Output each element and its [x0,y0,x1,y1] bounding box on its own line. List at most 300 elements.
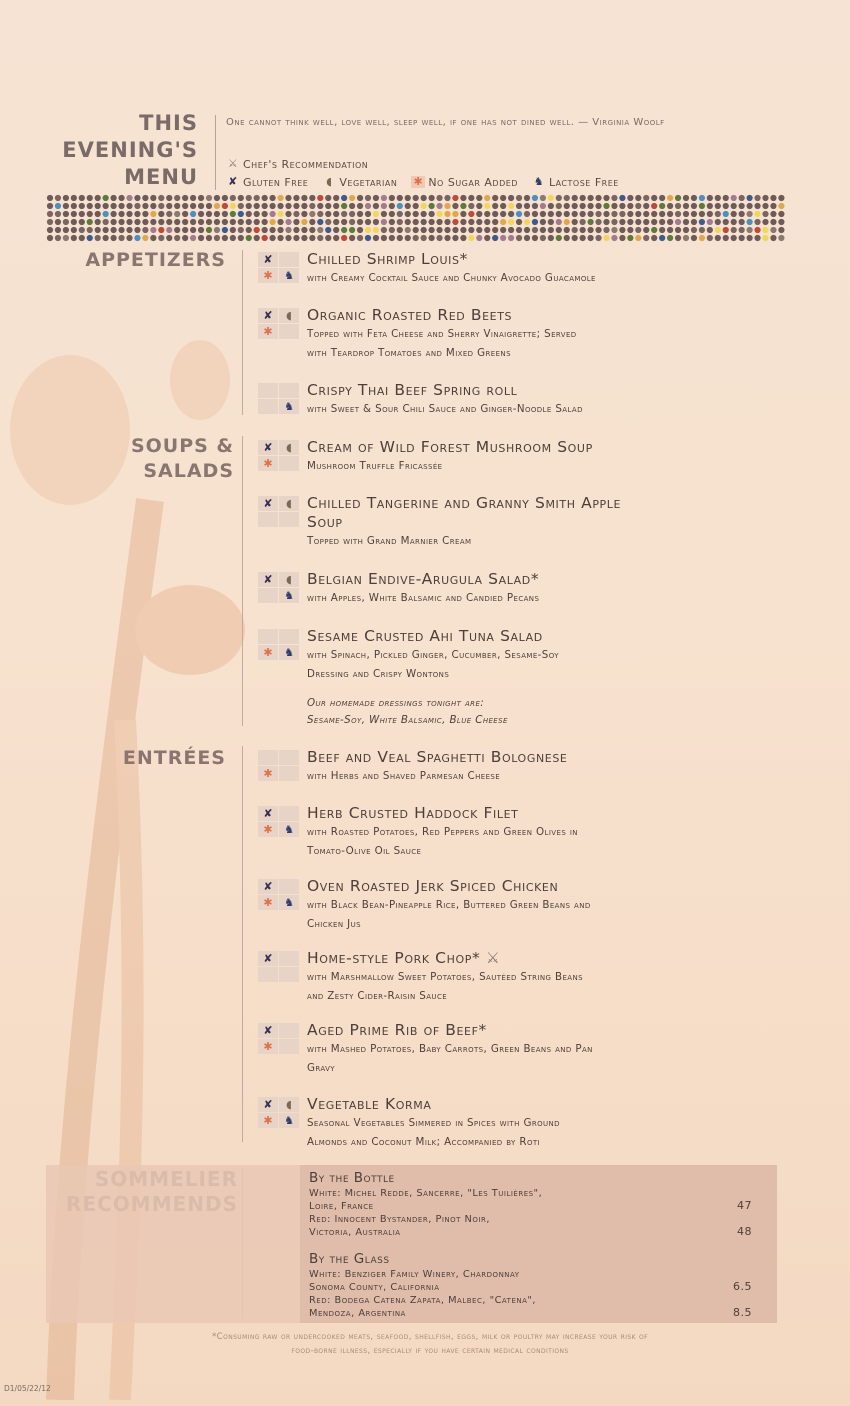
decor-dot [214,195,220,201]
decor-dot [238,235,244,241]
decor-dot [111,203,117,209]
decor-dot [659,227,665,233]
decor-dot [707,219,713,225]
decor-dot [492,211,498,217]
decor-dot [71,211,77,217]
decor-dot [222,227,228,233]
decor-dot [349,219,355,225]
decor-dot [500,235,506,241]
decor-dot [452,203,458,209]
dish-description: Dressing and Crispy Wontons [307,668,450,680]
decor-dot [683,203,689,209]
decor-dot [532,219,538,225]
diet-icons [258,252,300,282]
decor-dot [723,227,729,233]
dish-name: Belgian Endive-Arugula Salad* [307,570,540,588]
decor-dot [476,211,482,217]
empty-icon-slot [258,750,278,765]
decor-dot [731,235,737,241]
menu-item [258,627,758,684]
decor-dot [635,235,641,241]
decor-dot [103,203,109,209]
decor-dot [126,227,132,233]
decor-dot [55,219,61,225]
wine-price: 47 [737,1199,752,1212]
decor-dot [508,235,514,241]
decor-dot [731,195,737,201]
decor-dot [365,219,371,225]
decor-dot [126,195,132,201]
diet-icons [258,572,300,602]
decor-dot [452,235,458,241]
dish-description: Seasonal Vegetables Simmered in Spices with Ground [307,1117,560,1129]
decor-dot [564,203,570,209]
decor-dot [444,227,450,233]
no-sugar-icon: ✱ [258,1113,278,1128]
wine-price: 8.5 [733,1306,752,1319]
decor-dot [71,235,77,241]
dish-name: Vegetable Korma [307,1095,432,1113]
decor-dot [357,219,363,225]
decor-dot [381,195,387,201]
decor-dot [47,219,53,225]
decor-dot [532,195,538,201]
decor-dot [572,195,578,201]
diet-icons [258,1097,300,1127]
decor-dot [277,235,283,241]
cow-icon: ♞ [279,268,299,283]
decor-dot [691,219,697,225]
decor-dot [246,235,252,241]
dish-name: Chilled Tangerine and Granny Smith Apple [307,494,622,512]
decor-dot [691,195,697,201]
menu-item [258,306,758,363]
decor-dot [198,227,204,233]
decor-dot [436,195,442,201]
decor-dot [747,195,753,201]
empty-icon-slot [258,588,278,603]
decor-dot [651,219,657,225]
decor-dot [460,219,466,225]
decor-dot [532,203,538,209]
decor-dot [731,227,737,233]
decor-dot [731,219,737,225]
decor-dot [643,235,649,241]
decor-dot [349,195,355,201]
decor-dot [540,219,546,225]
decor-dot [723,203,729,209]
decor-dot [747,211,753,217]
decor-dot [230,219,236,225]
gluten-free-icon: ✘ [258,1097,278,1112]
decor-dot [405,227,411,233]
section-divider [242,436,243,726]
empty-icon-slot [279,1039,299,1054]
decor-dot [540,211,546,217]
decor-dot [762,227,768,233]
cow-icon: ♞ [279,645,299,660]
decor-dot [293,219,299,225]
decor-dot [460,195,466,201]
decor-dot [770,235,776,241]
section-appetizers: APPETIZERS [85,249,226,271]
decor-dot [643,211,649,217]
decor-dot [564,211,570,217]
wine-line: Mendoza, Argentina [309,1308,406,1319]
decor-dot [643,219,649,225]
decor-dot [754,227,760,233]
decor-dot [389,235,395,241]
decor-dot [595,211,601,217]
dish-description: with Black Bean-Pineapple Rice, Buttered Green Beans and [307,899,591,911]
decor-dot [87,195,93,201]
decor-dot [317,211,323,217]
decor-dot [71,195,77,201]
cow-icon: ♞ [279,399,299,414]
decor-dot [397,219,403,225]
decor-dot [762,195,768,201]
decor-dot [603,203,609,209]
decor-dot [747,203,753,209]
decor-dot [118,211,124,217]
decor-dot [476,227,482,233]
diet-icons [258,496,300,526]
decor-dot [667,235,673,241]
gluten-free-icon: ✘ [258,496,278,511]
decor-dot [373,235,379,241]
decor-dot [699,219,705,225]
decor-dot [778,235,784,241]
decor-dot [627,219,633,225]
decor-dot [413,203,419,209]
decor-dot [452,195,458,201]
print-code: D1/05/22/12 [4,1384,51,1393]
decor-dot [580,211,586,217]
empty-icon-slot [258,629,278,644]
decor-dot [174,195,180,201]
decor-dot [516,203,522,209]
decor-dot [87,203,93,209]
decor-dot [524,219,530,225]
empty-icon-slot [279,750,299,765]
decor-dot [468,227,474,233]
decor-dot [675,219,681,225]
decor-dot [532,227,538,233]
decor-dot [770,203,776,209]
decor-dot [47,195,53,201]
decor-dot [230,235,236,241]
dish-description: with Mashed Potatoes, Baby Carrots, Green Beans and Pan [307,1043,593,1055]
decor-dot [739,203,745,209]
decor-dot [158,227,164,233]
decor-dot [683,227,689,233]
decor-dot [277,227,283,233]
decor-dot [206,195,212,201]
decor-dot [603,227,609,233]
decor-dot [667,211,673,217]
decor-dot [715,203,721,209]
decor-dot [142,211,148,217]
decor-dot [444,211,450,217]
decor-dot [492,203,498,209]
gluten-free-icon: ✘ [258,806,278,821]
decor-dot [548,211,554,217]
decor-dot [214,235,220,241]
menu-item [258,877,758,934]
cow-icon: ♞ [279,895,299,910]
decor-dot [222,219,228,225]
decor-dot [508,227,514,233]
leaf-icon: ◖ [279,440,299,455]
decor-dot [79,203,85,209]
decor-dot [492,235,498,241]
decor-dot [103,235,109,241]
decor-dot [762,203,768,209]
decor-dot [603,235,609,241]
dressings-list: Sesame-Soy, White Balsamic, Blue Cheese [307,714,508,726]
decor-dot [55,235,61,241]
dish-name: Sesame Crusted Ahi Tuna Salad [307,627,543,645]
decor-dot [246,227,252,233]
decor-dot [556,211,562,217]
decor-dot [429,235,435,241]
dish-description: with Apples, White Balsamic and Candied Pecans [307,592,540,604]
decor-dot [405,195,411,201]
decor-dot [246,203,252,209]
decor-dot [349,211,355,217]
decor-dot [651,235,657,241]
decor-dot [87,235,93,241]
decor-dot [158,203,164,209]
decor-dot [214,211,220,217]
decor-dot [246,219,252,225]
decor-dot [508,219,514,225]
dish-name: Herb Crusted Haddock Filet [307,804,519,822]
decor-dot [166,203,172,209]
decor-dot [389,219,395,225]
decor-dot [317,235,323,241]
empty-icon-slot [279,967,299,982]
decor-dot [588,235,594,241]
decor-dot [190,227,196,233]
decor-dot [190,211,196,217]
decor-dot [238,211,244,217]
decor-dot [675,211,681,217]
decor-dot [444,219,450,225]
decor-dot [723,219,729,225]
decor-dot [484,227,490,233]
gluten-free-icon: ✘ [258,572,278,587]
decor-dot [333,195,339,201]
dressings-note: Our homemade dressings tonight are: [307,697,485,709]
dish-description: Chicken Jus [307,918,361,930]
title-line: MENU [124,165,198,189]
legend [226,155,746,191]
decor-dot [47,227,53,233]
decor-dot [468,235,474,241]
decor-dot [556,203,562,209]
decor-dot [778,195,784,201]
decor-dot [667,203,673,209]
decor-dot [619,219,625,225]
decor-dot [603,195,609,201]
decor-dot [381,235,387,241]
no-sugar-icon: ✱ [258,766,278,781]
decor-dot [126,235,132,241]
decor-dot [150,235,156,241]
legend-lactose-free: ♞ Lactose Free [533,175,619,189]
decor-dot [214,219,220,225]
decor-dot [254,235,260,241]
decor-dot [262,203,268,209]
decor-dot [134,195,140,201]
decor-dot [373,203,379,209]
no-sugar-icon: ✱ [258,895,278,910]
decor-dot [699,235,705,241]
empty-icon-slot [279,512,299,527]
decor-dot [270,203,276,209]
decor-dot [389,211,395,217]
decor-dot [142,227,148,233]
decor-dot [548,227,554,233]
decor-dot [55,203,61,209]
decor-dot [619,195,625,201]
decor-dot [580,195,586,201]
decor-dot [301,235,307,241]
decor-dot [516,195,522,201]
decor-dot [778,203,784,209]
leaf-icon: ◖ [279,308,299,323]
decor-dot [254,195,260,201]
decor-dot [182,219,188,225]
dish-name: Aged Prime Rib of Beef* [307,1021,487,1039]
decor-dot [158,211,164,217]
cow-icon: ♞ [279,1113,299,1128]
decor-dot [651,211,657,217]
dish-description: with Teardrop Tomatoes and Mixed Greens [307,347,511,359]
decor-dot [476,235,482,241]
decor-dot [405,211,411,217]
decor-dot [126,203,132,209]
decor-dot [293,195,299,201]
decor-dot [118,227,124,233]
empty-icon-slot [279,324,299,339]
wine-line: Sonoma County, California [309,1282,440,1293]
decor-dot [111,235,117,241]
decor-dot [715,195,721,201]
decor-dot [468,203,474,209]
decor-dot [723,235,729,241]
decor-dot [182,235,188,241]
decor-dot [429,211,435,217]
decor-dot [723,211,729,217]
dish-description: Tomato-Olive Oil Sauce [307,845,422,857]
decor-dot [564,227,570,233]
decor-dot [262,219,268,225]
menu-item [258,1095,758,1152]
decor-dot [476,219,482,225]
dish-name: Cream of Wild Forest Mushroom Soup [307,438,593,456]
decor-dot [508,195,514,201]
menu-item [258,748,758,786]
decor-dot [190,195,196,201]
decor-dot [238,203,244,209]
bottle-title: By the Bottle [309,1170,395,1186]
decor-dot [254,211,260,217]
decor-dot [381,203,387,209]
decor-dot [619,227,625,233]
decor-dot [397,211,403,217]
decor-dot [627,227,633,233]
decor-dot [182,211,188,217]
dish-description: with Marshmallow Sweet Potatoes, Sautéed String Beans [307,971,583,983]
decor-dot [174,227,180,233]
decor-dot [95,195,101,201]
decor-dot [317,203,323,209]
decor-dot [484,203,490,209]
decor-dot [95,227,101,233]
section-entrees: ENTRÉES [122,747,226,769]
header-divider [215,115,216,190]
decor-dot [476,203,482,209]
decor-dot [182,203,188,209]
decor-dot [580,235,586,241]
decor-dot [150,227,156,233]
decor-dot [71,219,77,225]
decor-dot [317,219,323,225]
decor-dot [158,235,164,241]
legend-no-sugar: ✱ No Sugar Added [411,176,518,189]
decor-dot [715,227,721,233]
diet-icons [258,383,300,413]
decor-dot [611,219,617,225]
decor-dot [603,219,609,225]
decor-dot [333,203,339,209]
decor-dot [516,227,522,233]
decor-dot [95,211,101,217]
decor-dot [778,227,784,233]
decor-dot [770,195,776,201]
dish-name: Home-style Pork Chop* ⚔ [307,949,501,967]
dish-description: with Roasted Potatoes, Red Peppers and Green Olives in [307,826,578,838]
decor-dot [95,219,101,225]
decor-dot [405,203,411,209]
decor-dot [111,227,117,233]
decor-dot [484,219,490,225]
decor-dot [142,235,148,241]
decor-dot [508,211,514,217]
decor-dot [309,219,315,225]
decor-dot [277,211,283,217]
decor-dot [548,203,554,209]
decor-dot [564,195,570,201]
decor-dot [325,211,331,217]
decor-dot [365,235,371,241]
decor-dot [134,203,140,209]
decor-dot [222,195,228,201]
decor-dot [699,195,705,201]
decor-dot [103,211,109,217]
leaf-icon: ◖ [279,496,299,511]
decor-dot [683,235,689,241]
decor-dot [452,227,458,233]
decor-dot [206,203,212,209]
decor-dot [397,235,403,241]
decor-dot [373,211,379,217]
decor-dot [222,235,228,241]
decor-dot [580,227,586,233]
decor-dot [659,211,665,217]
